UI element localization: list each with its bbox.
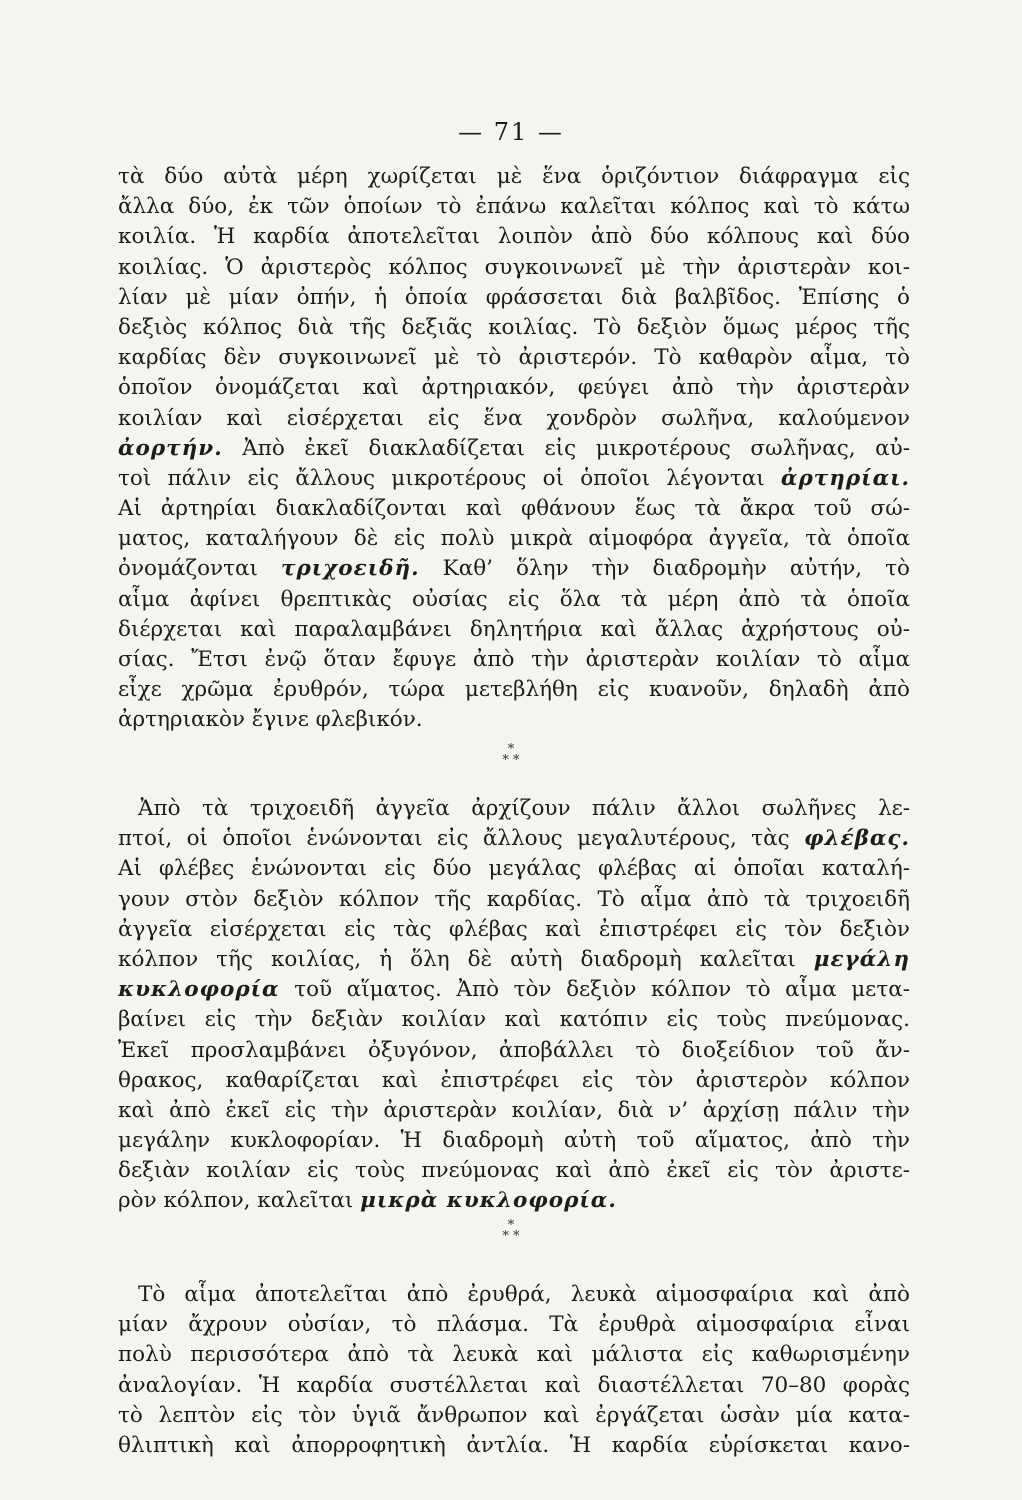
- text-line: Αἱ ἀρτηρίαι διακλαδίζονται καὶ φθάνουν ἕως τὰ ἄκρα τοῦ σώ-: [118, 496, 910, 522]
- term-kykloforia: κυκλοφορία: [118, 977, 280, 1003]
- text-line: κοιλία. Ἡ καρδία ἀποτελεῖται λοιπὸν ἀπὸ δύο κόλπους καὶ δύο: [118, 224, 910, 250]
- text-line: κοιλίαν καὶ εἰσέρχεται εἰς ἕνα χονδρὸν σωλῆνα, καλούμενον: [118, 405, 910, 431]
- text-line: λίαν μὲ μίαν ὀπήν, ἡ ὁποία φράσσεται διὰ βαλβῖδος. Ἐπίσης ὁ: [118, 284, 910, 310]
- text-line: μίαν ἄχρουν οὐσίαν, τὸ πλάσμα. Τὰ ἐρυθρὰ αἱμοσφαίρια εἶναι: [118, 1312, 910, 1338]
- text-line: [118, 824, 910, 854]
- text-fragment: ὀνομάζονται: [118, 556, 281, 582]
- text-line: [118, 554, 910, 584]
- term-mikra-kykloforia: μικρὰ κυκλοφορία.: [360, 1188, 617, 1214]
- text-line: θλιπτικὴ καὶ ἀπορροφητικὴ ἀντλία. Ἡ καρδία εὑρίσκεται κανο-: [118, 1432, 910, 1458]
- section-divider: [0, 744, 1022, 766]
- text-line: Τὸ αἷμα ἀποτελεῖται ἀπὸ ἐρυθρά, λευκὰ αἱμοσφαίρια καὶ ἀπὸ: [138, 1282, 910, 1307]
- text-line: γουν στὸν δεξιὸν κόλπον τῆς καρδίας. Τὸ αἷμα ἀπὸ τὰ τριχοειδῆ: [118, 886, 910, 912]
- section-divider: [0, 1220, 1022, 1242]
- text-line: θρακος, καθαρίζεται καὶ ἐπιστρέφει εἰς τὸν ἀριστερὸν κόλπον: [118, 1067, 910, 1093]
- text-line: καρδίας δὲν συγκοινωνεῖ μὲ τὸ ἀριστερόν. Τὸ καθαρὸν αἷμα, τὸ: [118, 345, 910, 371]
- text-line: διέρχεται καὶ παραλαμβάνει δηλητήρια καὶ ἄλλας ἀχρήστους οὐ-: [118, 616, 910, 642]
- text-line: ἄλλα δύο, ἐκ τῶν ὁποίων τὸ ἐπάνω καλεῖται κόλπος καὶ τὸ κάτω: [118, 194, 910, 220]
- paragraph-3: [118, 1280, 910, 1461]
- text-line: τὸ λεπτὸν εἰς τὸν ὑγιᾶ ἄνθρωπον καὶ ἐργάζεται ὡσὰν μία κατα-: [118, 1402, 910, 1428]
- text-line: [118, 1186, 910, 1216]
- text-line: [118, 945, 910, 975]
- page-number: — 71 —: [458, 118, 564, 146]
- paragraph-1: [118, 162, 910, 736]
- term-trichoeidi: τριχοειδῆ.: [281, 556, 420, 582]
- text-line: ἀγγεῖα εἰσέρχεται εἰς τὰς φλέβας καὶ ἐπιστρέφει εἰς τὸν δεξιὸν: [118, 916, 910, 942]
- text-line: ματος, καταλήγουν δὲ εἰς πολὺ μικρὰ αἱμοφόρα ἀγγεῖα, τὰ ὁποῖα: [118, 526, 910, 552]
- text-line: σίας. Ἔτσι ἐνῷ ὅταν ἔφυγε ἀπὸ τὴν ἀριστερὰν κοιλίαν τὸ αἷμα: [118, 647, 910, 672]
- text-fragment: τοὶ πάλιν εἰς ἄλλους μικροτέρους οἱ ὁποῖοι λέγονται: [118, 465, 781, 491]
- text-line: Ἐκεῖ προσλαμβάνει ὀξυγόνον, ἀποβάλλει τὸ διοξείδιον τοῦ ἄν-: [118, 1037, 910, 1063]
- text-fragment: ρὸν κόλπον, καλεῖται: [118, 1188, 361, 1214]
- text-line: [118, 464, 910, 494]
- text-line: δεξιὰν κοιλίαν εἰς τοὺς πνεύμονας καὶ ἀπὸ ἐκεῖ εἰς τὸν ἀριστε-: [118, 1158, 910, 1184]
- text-line: [118, 434, 910, 464]
- text-line: ἀναλογίαν. Ἡ καρδία συστέλλεται καὶ διαστέλλεται 70–80 φορὰς: [118, 1372, 910, 1398]
- text-line: ὁποῖον ὀνομάζεται καὶ ἀρτηριακόν, φεύγει ἀπὸ τὴν ἀριστερὰν: [118, 375, 910, 401]
- text-fragment: τοῦ αἵματος. Ἀπὸ τὸν δεξιὸν κόλπον τὸ αἷμα μετα-: [279, 977, 910, 1003]
- text-fragment: Καθ’ ὅλην τὴν διαδρομὴν αὐτήν, τὸ: [419, 556, 910, 582]
- text-line: καὶ ἀπὸ ἐκεῖ εἰς τὴν ἀριστερὰν κοιλίαν, διὰ ν’ ἀρχίσῃ πάλιν τὴν: [118, 1097, 910, 1123]
- text-line: Αἱ φλέβες ἑνώνονται εἰς δύο μεγάλας φλέβας αἱ ὁποῖαι καταλή-: [118, 856, 910, 882]
- asterism-top: *: [507, 1218, 515, 1233]
- text-line: δεξιὸς κόλπος διὰ τῆς δεξιᾶς κοιλίας. Τὸ δεξιὸν ὅμως μέρος τῆς: [118, 314, 910, 340]
- asterism-top: *: [507, 742, 515, 757]
- text-line: κοιλίας. Ὁ ἀριστερὸς κόλπος συγκοινωνεῖ μὲ τὴν ἀριστερὰν κοι-: [118, 254, 910, 280]
- text-line: μεγάλην κυκλοφορίαν. Ἡ διαδρομὴ αὐτὴ τοῦ αἵματος, ἀπὸ τὴν: [118, 1128, 910, 1154]
- text-line: βαίνει εἰς τὴν δεξιὰν κοιλίαν καὶ κατόπιν εἰς τοὺς πνεύμονας.: [118, 1007, 910, 1033]
- asterism-bottom: * *: [502, 1229, 520, 1244]
- text-line: πολὺ περισσότερα ἀπὸ τὰ λευκὰ καὶ μάλιστα εἰς καθωρισμένην: [118, 1342, 910, 1368]
- term-aorti: ἀορτήν.: [118, 435, 223, 461]
- text-line: τὰ δύο αὐτὰ μέρη χωρίζεται μὲ ἕνα ὁριζόντιον διάφραγμα εἰς: [118, 164, 910, 189]
- text-line: Ἀπὸ τὰ τριχοειδῆ ἀγγεῖα ἀρχίζουν πάλιν ἄλλοι σωλῆνες λε-: [138, 796, 910, 821]
- text-fragment: κόλπον τῆς κοιλίας, ἡ ὅλη δὲ αὐτὴ διαδρομὴ καλεῖται: [118, 946, 814, 972]
- text-fragment: Ἀπὸ ἐκεῖ διακλαδίζεται εἰς μικροτέρους σωλῆνας, αὐ-: [222, 435, 910, 461]
- paragraph-2: [118, 794, 910, 1217]
- text-fragment: πτοί, οἱ ὁποῖοι ἑνώνονται εἰς ἄλλους μεγαλυτέρους, τὰς: [118, 826, 804, 852]
- text-line: αἷμα ἀφίνει θρεπτικὰς οὐσίας εἰς ὅλα τὰ μέρη ἀπὸ τὰ ὁποῖα: [118, 586, 910, 612]
- text-line: ἀρτηριακὸν ἔγινε φλεβικόν.: [118, 707, 423, 733]
- term-flevas: φλέβας.: [804, 826, 910, 852]
- text-line: εἶχε χρῶμα ἐρυθρόν, τώρα μετεβλήθη εἰς κυανοῦν, δηλαδὴ ἀπὸ: [118, 677, 910, 703]
- term-megali: μεγάλη: [813, 946, 910, 972]
- text-line: [118, 975, 910, 1005]
- asterism-bottom: * *: [502, 753, 520, 768]
- term-artiriai: ἀρτηρίαι.: [780, 465, 910, 491]
